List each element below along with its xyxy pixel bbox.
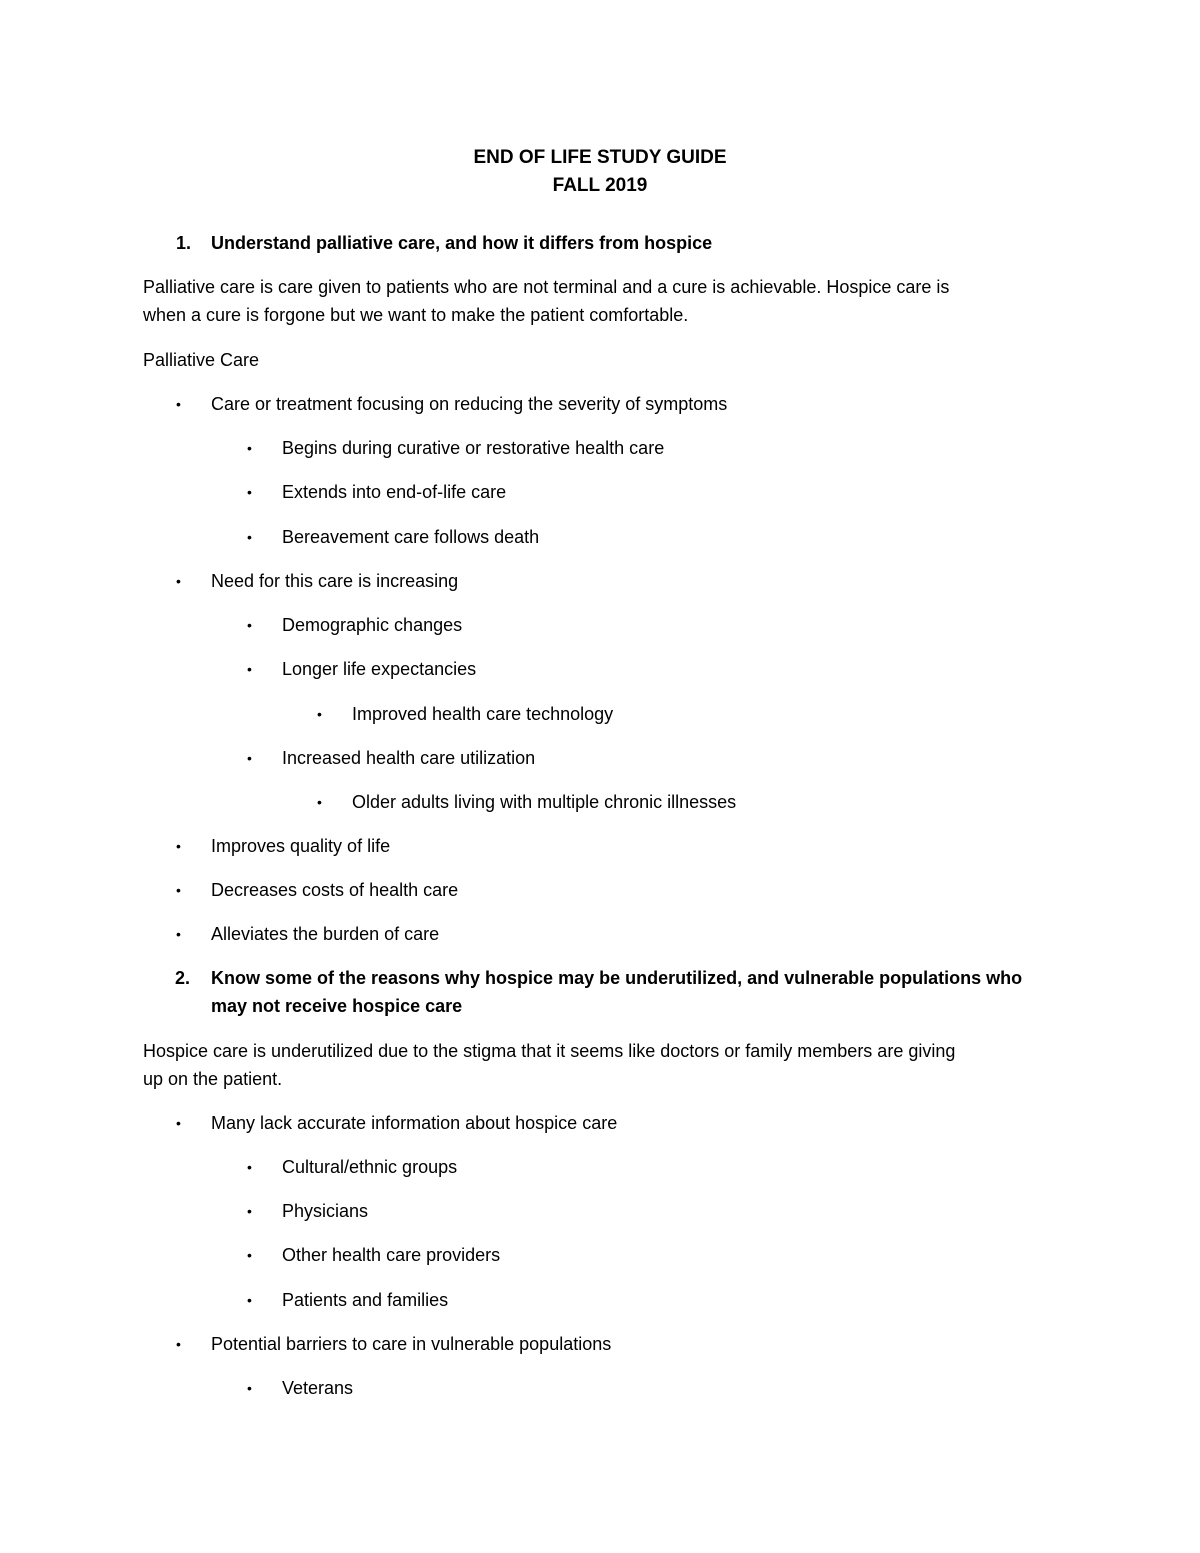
list-item-text: Improved health care technology	[352, 704, 614, 724]
list-item-text: Extends into end-of-life care	[282, 482, 507, 502]
list-item-text: Increased health care utilization	[282, 748, 536, 768]
section-1-heading: Understand palliative care, and how it differs from hospice	[211, 233, 713, 253]
bullet-icon: •	[247, 440, 252, 456]
bullet-icon: •	[176, 838, 181, 854]
list-item-text: Begins during curative or restorative health care	[282, 438, 665, 458]
list-item-text: Demographic changes	[282, 615, 463, 635]
section-2-heading-line-2: may not receive hospice care	[211, 996, 463, 1016]
section-2-paragraph-line-2: up on the patient.	[143, 1069, 283, 1089]
bullet-icon: •	[247, 1159, 252, 1175]
bullet-icon: •	[176, 1336, 181, 1352]
list-item-text: Bereavement care follows death	[282, 527, 540, 547]
list-item-text: Potential barriers to care in vulnerable populations	[211, 1334, 612, 1354]
list-item-text: Physicians	[282, 1201, 369, 1221]
section-2-number: 2.	[175, 968, 191, 988]
bullet-icon: •	[247, 1203, 252, 1219]
list-item-text: Longer life expectancies	[282, 659, 477, 679]
bullet-icon: •	[317, 794, 322, 810]
list-item-text: Alleviates the burden of care	[211, 924, 440, 944]
section-2-paragraph-line-1: Hospice care is underutilized due to the stigma that it seems like doctors or family members are giving	[143, 1041, 956, 1061]
bullet-icon: •	[176, 926, 181, 942]
bullet-icon: •	[247, 661, 252, 677]
section-1-subheading: Palliative Care	[143, 350, 260, 370]
document-subtitle: FALL 2019	[552, 175, 648, 196]
list-item-text: Decreases costs of health care	[211, 880, 459, 900]
bullet-icon: •	[247, 484, 252, 500]
document-title: END OF LIFE STUDY GUIDE	[473, 147, 727, 168]
list-item-text: Cultural/ethnic groups	[282, 1157, 458, 1177]
bullet-icon: •	[317, 706, 322, 722]
bullet-icon: •	[176, 396, 181, 412]
bullet-icon: •	[176, 573, 181, 589]
section-1-paragraph-line-1: Palliative care is care given to patients who are not terminal and a cure is achievable. Hospice care is	[143, 277, 950, 297]
section-1-number: 1.	[176, 233, 192, 253]
section-1-paragraph-line-2: when a cure is forgone but we want to make the patient comfortable.	[143, 305, 689, 325]
list-item-text: Older adults living with multiple chronic illnesses	[352, 792, 737, 812]
bullet-icon: •	[247, 750, 252, 766]
list-item-text: Veterans	[282, 1378, 354, 1398]
list-item-text: Need for this care is increasing	[211, 571, 459, 591]
list-item-text: Many lack accurate information about hospice care	[211, 1113, 618, 1133]
list-item-text: Other health care providers	[282, 1245, 501, 1265]
bullet-icon: •	[176, 882, 181, 898]
bullet-icon: •	[176, 1115, 181, 1131]
list-item-text: Care or treatment focusing on reducing the severity of symptoms	[211, 394, 728, 414]
list-item-text: Improves quality of life	[211, 836, 391, 856]
bullet-icon: •	[247, 529, 252, 545]
bullet-icon: •	[247, 1247, 252, 1263]
bullet-icon: •	[247, 617, 252, 633]
bullet-icon: •	[247, 1380, 252, 1396]
list-item-text: Patients and families	[282, 1290, 449, 1310]
bullet-icon: •	[247, 1292, 252, 1308]
section-2-heading-line-1: Know some of the reasons why hospice may be underutilized, and vulnerable populations who	[211, 968, 1023, 988]
